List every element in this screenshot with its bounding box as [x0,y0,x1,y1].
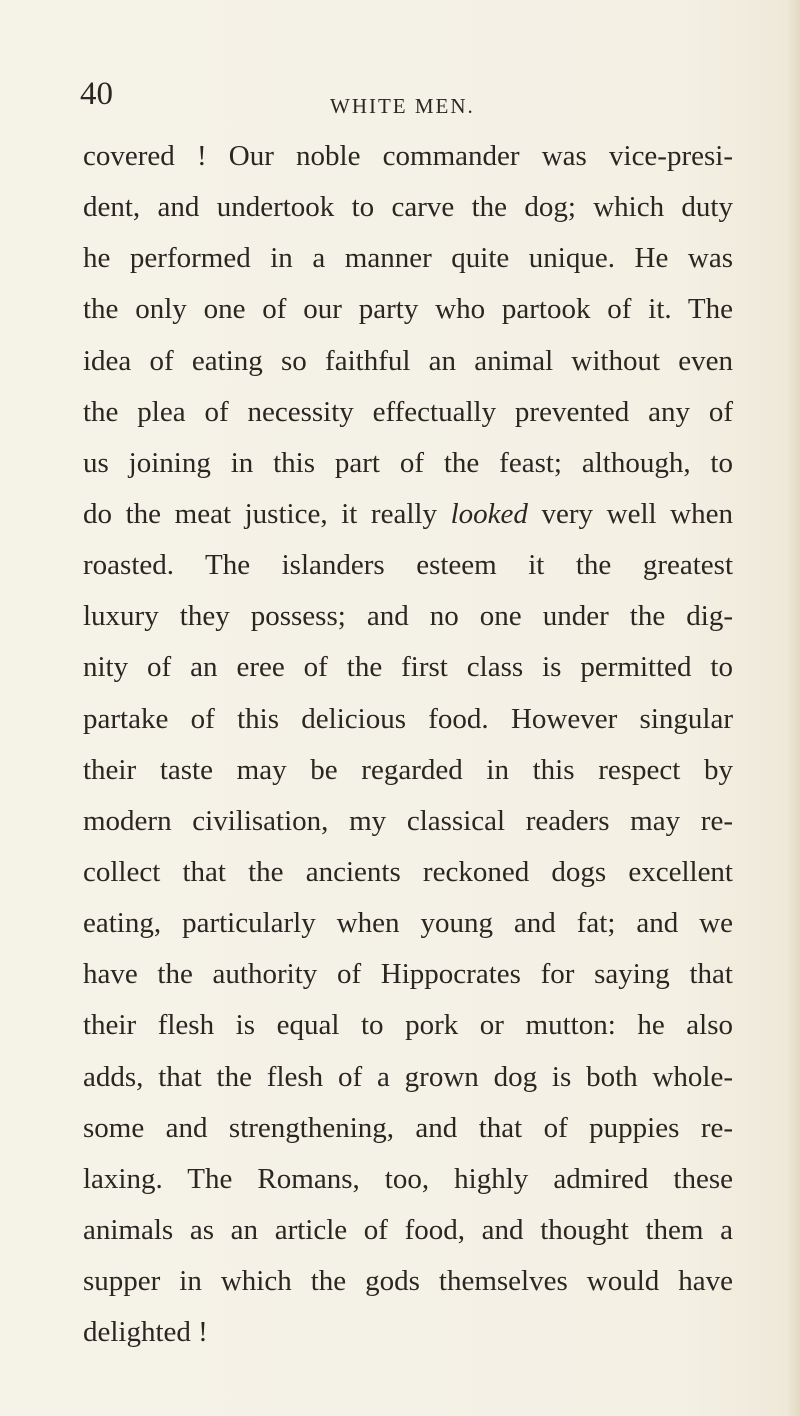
text-segment: do the meat justice, it really [83,497,451,530]
text-line: adds, that the flesh of a grown dog is both whole- [83,1060,733,1093]
text-line: laxing. The Romans, too, highly admired these [83,1162,733,1195]
text-line: nity of an eree of the first class is permitted to [83,651,733,684]
body-text [83,131,733,1358]
text-line: their flesh is equal to pork or mutton: he also [83,1009,733,1042]
text-line: animals as an article of food, and thought them a [83,1213,733,1246]
running-head: WHITE MEN. [330,94,475,118]
text-line: dent, and undertook to carve the dog; which duty [83,191,733,224]
italic-word: looked [450,497,528,530]
text-line: idea of eating so faithful an animal without even [83,344,733,377]
text-line: modern civilisation, my classical readers may re- [83,804,733,837]
text-line: luxury they possess; and no one under the dig- [83,600,733,633]
text-line: their taste may be regarded in this respect by [83,753,733,786]
text-line: roasted. The islanders esteem it the greatest [83,549,733,582]
text-line: the plea of necessity effectually prevented any of [83,395,733,428]
text-line: he performed in a manner quite unique. He was [83,242,733,275]
text-line-with-italic [83,489,733,540]
text-line: the only one of our party who partook of it. The [83,293,733,326]
text-line: us joining in this part of the feast; although, to [83,446,733,479]
text-line: collect that the ancients reckoned dogs excellent [83,855,733,888]
text-line: have the authority of Hippocrates for saying that [83,958,733,991]
text-line: covered ! Our noble commander was vice-presi- [83,140,733,172]
text-line: eating, particularly when young and fat; and we [83,907,733,940]
page-number: 40 [80,76,113,112]
text-line-final: delighted ! [83,1316,208,1349]
text-line: some and strengthening, and that of puppies re- [83,1111,733,1144]
page-edge-shading [786,0,800,1416]
text-line: partake of this delicious food. However singular [83,702,733,735]
text-segment: very well when [527,497,733,530]
text-line: supper in which the gods themselves would have [83,1265,733,1298]
